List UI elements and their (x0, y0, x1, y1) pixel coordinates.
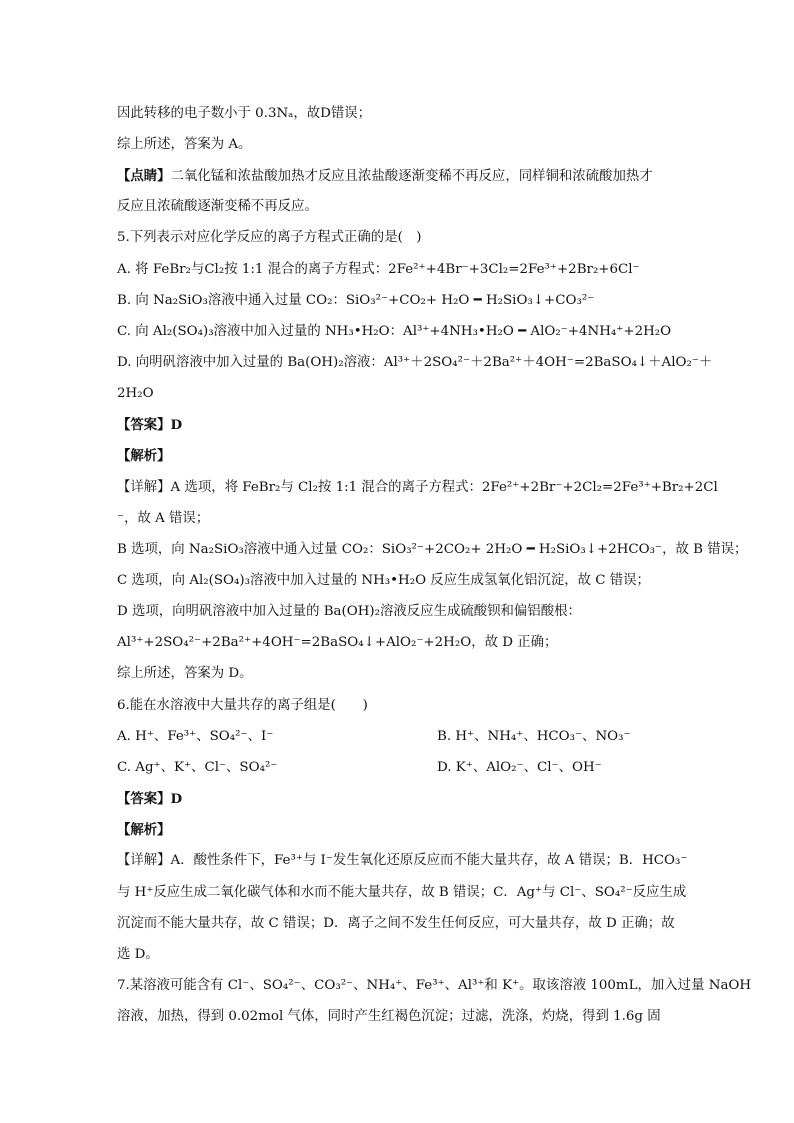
option-d: D. 向明矾溶液中加入过量的 Ba(OH)₂溶液：Al³⁺＋2SO₄²⁻＋2Ba²⁺＋4OH⁻=2BaSO₄↓＋AlO₂⁻＋ (117, 355, 713, 370)
detail-line: B 选项，向 Na₂SiO₃溶液中通入过量 CO₂：SiO₃²⁻+2CO₂+ 2H₂O ━ H₂SiO₃↓+2HCO₃⁻，故 B 错误； (117, 542, 748, 557)
question-6-title: 6.能在水溶液中大量共存的离子组是( ) (117, 698, 368, 713)
question-7-cont: 溶液，加热，得到 0.02mol 气体，同时产生红褐色沉淀；过滤，洗涤，灼烧，得到 1.6g 固 (117, 1009, 661, 1024)
analysis-heading: 【解析】 (117, 448, 171, 464)
note-text: 二氧化锰和浓盐酸加热才反应且浓盐酸逐渐变稀不再反应，同样铜和浓硫酸加热才 (170, 169, 653, 184)
detail-line: D 选项，向明矾溶液中加入过量的 Ba(OH)₂溶液反应生成硫酸钡和偏铝酸根： (117, 604, 581, 619)
text-line: 综上所述，答案为 A。 (117, 137, 252, 152)
detail-line: ⁻，故 A 错误； (117, 511, 210, 526)
detail-line: 【详解】A 选项，将 FeBr₂与 Cl₂按 1:1 混合的离子方程式：2Fe²⁺+2Br⁻+2Cl₂=2Fe³⁺+Br₂+2Cl (117, 480, 718, 495)
text-line: 因此转移的电子数小于 0.3Nₐ，故D错误； (117, 106, 372, 121)
note-tag: 【点睛】 (117, 168, 171, 184)
option-d-cont: 2H₂O (117, 386, 154, 401)
option-d: D. K⁺、AlO₂⁻、Cl⁻、OH⁻ (437, 760, 602, 775)
question-5-title: 5.下列表示对应化学反应的离子方程式正确的是( ) (117, 230, 422, 245)
analysis-heading: 【解析】 (117, 822, 171, 838)
answer-heading: 【答案】D (117, 791, 183, 807)
detail-line: 选 D。 (117, 947, 159, 962)
question-7-title: 7.某溶液可能含有 Cl⁻、SO₄²⁻、CO₃²⁻、NH₄⁺、Fe³⁺、Al³⁺和 K⁺。取该溶液 100mL，加入过量 NaOH (117, 978, 752, 993)
option-b: B. 向 Na₂SiO₃溶液中通入过量 CO₂：SiO₃²⁻+CO₂+ H₂O ━ H₂SiO₃↓+CO₃²⁻ (117, 293, 595, 308)
detail-line: Al³⁺+2SO₄²⁻+2Ba²⁺+4OH⁻=2BaSO₄↓+AlO₂⁻+2H₂O，故 D 正确； (117, 635, 558, 650)
detail-line: 沉淀而不能大量共存，故 C 错误；D．离子之间不发生任何反应，可大量共存，故 D 正确；故 (117, 916, 675, 931)
answer-heading: 【答案】D (117, 417, 183, 433)
option-b: B. H⁺、NH₄⁺、HCO₃⁻、NO₃⁻ (437, 729, 631, 744)
option-c: C. 向 Al₂(SO₄)₃溶液中加入过量的 NH₃•H₂O：Al³⁺+4NH₃•H₂O ━ AlO₂⁻+4NH₄⁺+2H₂O (117, 324, 672, 339)
note-line (117, 167, 653, 186)
option-a: A. 将 FeBr₂与Cl₂按 1:1 混合的离子方程式：2Fe²⁺+4Br⁻+3Cl₂=2Fe³⁺+2Br₂+6Cl⁻ (117, 262, 640, 277)
detail-line: 与 H⁺反应生成二氧化碳气体和水而不能大量共存，故 B 错误；C．Ag⁺与 Cl⁻、SO₄²⁻反应生成 (117, 885, 687, 900)
detail-line: C 选项，向 Al₂(SO₄)₃溶液中加入过量的 NH₃•H₂O 反应生成氢氧化铝沉淀，故 C 错误； (117, 573, 650, 588)
text-line: 反应且浓硫酸逐渐变稀不再反应。 (117, 199, 318, 214)
option-c: C. Ag⁺、K⁺、Cl⁻、SO₄²⁻ (117, 760, 278, 775)
text-line: 综上所述，答案为 D。 (117, 666, 253, 681)
detail-line: 【详解】A．酸性条件下，Fe³⁺与 I⁻发生氧化还原反应而不能大量共存，故 A 错误；B．HCO₃⁻ (117, 853, 688, 868)
option-a: A. H⁺、Fe³⁺、SO₄²⁻、I⁻ (117, 729, 274, 744)
